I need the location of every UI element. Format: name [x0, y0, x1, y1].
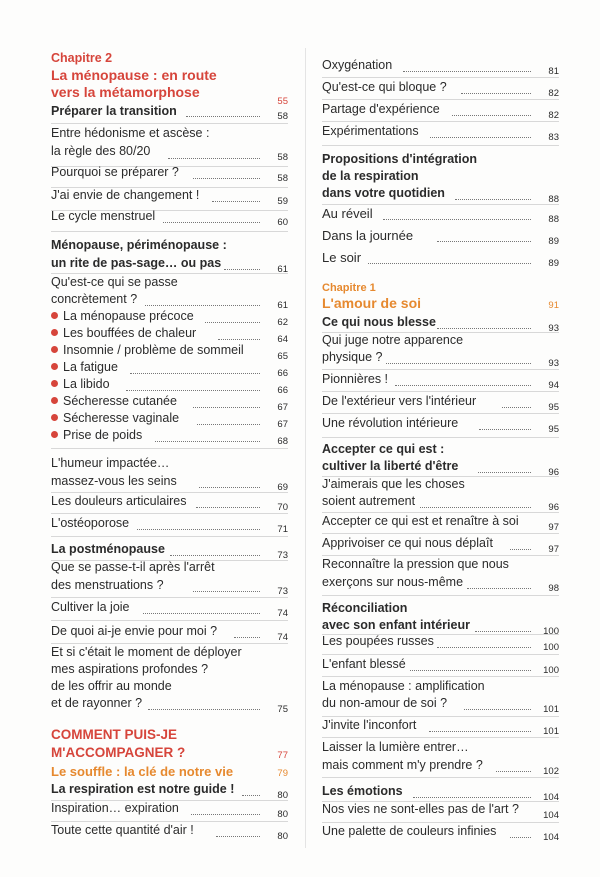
page-number: 61 — [277, 264, 288, 275]
divider — [322, 413, 559, 414]
leader-dots — [430, 137, 531, 138]
divider — [322, 391, 559, 392]
leader-dots — [420, 507, 531, 508]
toc-entry: Les poupées russes — [322, 634, 434, 648]
toc-entry: Inspiration… expiration — [51, 801, 179, 815]
divider — [322, 777, 559, 778]
list-item: La fatigue — [51, 360, 118, 375]
list-item: Les bouffées de chaleur — [51, 326, 196, 341]
bullet-dot-icon — [51, 431, 58, 438]
page-number: 88 — [548, 214, 559, 225]
section-title: de la respiration — [322, 169, 419, 183]
leader-dots — [479, 429, 531, 430]
divider — [322, 822, 559, 823]
subchapter-title: Le souffle : la clé de notre vie — [51, 764, 234, 779]
page-number: 60 — [277, 217, 288, 228]
divider — [322, 77, 559, 78]
leader-dots — [429, 731, 531, 732]
section-title: Ce qui nous blesse — [322, 315, 436, 329]
section-title: Les émotions — [322, 784, 403, 798]
bullet-dot-icon — [51, 329, 58, 336]
toc-entry: De l'extérieur vers l'intérieur — [322, 394, 477, 408]
divider — [322, 145, 559, 146]
bullet-dot-icon — [51, 414, 58, 421]
page-number: 91 — [548, 300, 559, 311]
leader-dots — [186, 116, 260, 117]
chapter-title: vers la métamorphose — [51, 84, 200, 100]
leader-dots — [126, 390, 260, 391]
list-item: Sécheresse vaginale — [51, 411, 179, 426]
divider — [51, 123, 288, 124]
toc-entry: mes aspirations profondes ? — [51, 662, 209, 676]
divider — [51, 448, 288, 449]
leader-dots — [155, 441, 260, 442]
leader-dots — [510, 837, 531, 838]
page-number: 73 — [277, 550, 288, 561]
toc-entry: Entre hédonisme et ascèse : — [51, 126, 210, 140]
page-number: 104 — [543, 810, 559, 821]
leader-dots — [191, 814, 260, 815]
toc-entry: L'ostéoporose — [51, 516, 130, 530]
bullet-dot-icon — [51, 397, 58, 404]
list-item: Sécheresse cutanée — [51, 394, 177, 409]
page-number: 71 — [277, 524, 288, 535]
toc-entry: massez-vous les seins — [51, 474, 177, 488]
toc-entry: Nos vies ne sont-elles pas de l'art ? — [322, 802, 519, 816]
part-title: COMMENT PUIS-JE — [51, 727, 178, 742]
toc-entry: Apprivoiser ce qui nous déplaît — [322, 536, 493, 550]
leader-dots — [467, 588, 531, 589]
section-title: La respiration est notre guide ! — [51, 782, 235, 796]
divider — [322, 737, 559, 738]
leader-dots — [199, 487, 260, 488]
page-number: 77 — [277, 750, 288, 761]
divider — [322, 437, 559, 438]
toc-entry: Une révolution intérieure — [322, 416, 459, 430]
divider — [322, 716, 559, 717]
leader-dots — [410, 670, 531, 671]
bullet-dot-icon — [51, 363, 58, 370]
page-number: 97 — [548, 522, 559, 533]
leader-dots — [383, 219, 531, 220]
page-number: 100 — [543, 665, 559, 676]
toc-entry: Une palette de couleurs infinies — [322, 824, 497, 838]
leader-dots — [386, 363, 531, 364]
page-number: 101 — [543, 726, 559, 737]
leader-dots — [193, 591, 260, 592]
leader-dots — [437, 328, 531, 329]
divider — [51, 597, 288, 598]
leader-dots — [137, 529, 260, 530]
section-title: avec son enfant intérieur — [322, 618, 470, 632]
divider — [322, 676, 559, 677]
page-number: 62 — [277, 317, 288, 328]
page-number: 75 — [277, 704, 288, 715]
page-number: 82 — [548, 110, 559, 121]
divider — [322, 369, 559, 370]
section-title: Réconciliation — [322, 601, 408, 615]
leader-dots — [403, 71, 531, 72]
toc-entry: Toute cette quantité d'air ! — [51, 823, 194, 837]
chapter-title: La ménopause : en route — [51, 67, 217, 83]
page-number: 80 — [277, 809, 288, 820]
leader-dots — [168, 158, 260, 159]
page-number: 55 — [277, 96, 288, 107]
toc-entry: Accepter ce qui est et renaître à soi — [322, 514, 519, 528]
divider — [322, 204, 559, 205]
page-number: 100 — [543, 642, 559, 653]
page-number: 94 — [548, 380, 559, 391]
page-number: 74 — [277, 632, 288, 643]
divider — [51, 536, 288, 537]
page-number: 80 — [277, 790, 288, 801]
leader-dots — [205, 322, 260, 323]
page-number: 101 — [543, 704, 559, 715]
toc-entry: Au réveil — [322, 206, 373, 221]
page-number: 95 — [548, 424, 559, 435]
page-number: 82 — [548, 88, 559, 99]
toc-entry: concrètement ? — [51, 292, 138, 306]
toc-entry: Pionnières ! — [322, 372, 389, 386]
bullet-dot-icon — [51, 346, 58, 353]
section-title: La postménopause — [51, 542, 165, 556]
page-number: 74 — [277, 608, 288, 619]
page-number: 67 — [277, 402, 288, 413]
page-number: 73 — [277, 586, 288, 597]
page-number: 65 — [277, 351, 288, 362]
divider — [51, 231, 288, 232]
toc-entry: Et si c'était le moment de déployer — [51, 645, 242, 659]
leader-dots — [395, 385, 531, 386]
toc-entry: Les douleurs articulaires — [51, 494, 187, 508]
page-number: 67 — [277, 419, 288, 430]
toc-entry: L'humeur impactée… — [51, 456, 170, 470]
toc-entry: mais comment m'y prendre ? — [322, 758, 483, 772]
page-number: 96 — [548, 467, 559, 478]
page-number: 88 — [548, 194, 559, 205]
page-number: 70 — [277, 502, 288, 513]
leader-dots — [413, 797, 531, 798]
bullet-dot-icon — [51, 380, 58, 387]
page-number: 81 — [548, 66, 559, 77]
leader-dots — [478, 472, 531, 473]
toc-entry: soient autrement — [322, 494, 416, 508]
section-title: cultiver la liberté d'être — [322, 459, 459, 473]
toc-entry: Dans la journée — [322, 228, 414, 243]
leader-dots — [368, 263, 531, 264]
page-number: 66 — [277, 385, 288, 396]
page-number: 89 — [548, 236, 559, 247]
toc-entry: Cultiver la joie — [51, 600, 130, 614]
page-number: 95 — [548, 402, 559, 413]
leader-dots — [496, 771, 531, 772]
page-number: 98 — [548, 583, 559, 594]
page-number: 104 — [543, 792, 559, 803]
divider — [322, 512, 559, 513]
divider — [51, 821, 288, 822]
page-number: 80 — [277, 831, 288, 842]
toc-entry: L'enfant blessé — [322, 657, 406, 671]
part-title: M'ACCOMPAGNER ? — [51, 745, 186, 760]
leader-dots — [216, 836, 260, 837]
leader-dots — [218, 339, 260, 340]
leader-dots — [502, 407, 531, 408]
page-number: 69 — [277, 482, 288, 493]
divider — [51, 273, 288, 274]
divider — [322, 654, 559, 655]
leader-dots — [163, 222, 260, 223]
section-title: Préparer la transition — [51, 104, 177, 118]
toc-entry: Le soir — [322, 250, 362, 265]
page-number: 68 — [277, 436, 288, 447]
leader-dots — [510, 549, 531, 550]
toc-entry: Reconnaître la pression que nous — [322, 557, 509, 571]
leader-dots — [197, 424, 260, 425]
leader-dots — [193, 407, 260, 408]
divider — [51, 513, 288, 514]
toc-entry: Expérimentations — [322, 124, 419, 138]
toc-entry: Laisser la lumière entrer… — [322, 740, 469, 754]
page-number: 58 — [277, 152, 288, 163]
toc-entry: la règle des 80/20 — [51, 144, 151, 158]
page-number: 100 — [543, 626, 559, 637]
toc-entry: Que se passe-t-il après l'arrêt — [51, 560, 215, 574]
leader-dots — [224, 269, 260, 270]
list-item: Prise de poids — [51, 428, 142, 443]
bullet-dot-icon — [51, 312, 58, 319]
toc-entry: de les offrir au monde — [51, 679, 172, 693]
leader-dots — [464, 709, 531, 710]
page-number: 64 — [277, 334, 288, 345]
page-number: 61 — [277, 300, 288, 311]
page-number: 83 — [548, 132, 559, 143]
page-number: 96 — [548, 502, 559, 513]
leader-dots — [193, 178, 260, 179]
divider — [51, 643, 288, 644]
list-item: Insomnie / problème de sommeil — [51, 343, 244, 358]
page-number: 58 — [277, 111, 288, 122]
leader-dots — [196, 507, 260, 508]
leader-dots — [437, 241, 531, 242]
leader-dots — [145, 305, 260, 306]
divider — [322, 121, 559, 122]
leader-dots — [143, 613, 260, 614]
leader-dots — [452, 115, 531, 116]
page-number: 58 — [277, 173, 288, 184]
section-title: un rite de pas-sage… ou pas — [51, 256, 222, 270]
list-item: La ménopause précoce — [51, 309, 194, 324]
toc-entry: Qu'est-ce qui se passe — [51, 275, 178, 289]
toc-entry: Le cycle menstruel — [51, 209, 156, 223]
toc-entry: Partage d'expérience — [322, 102, 440, 116]
toc-entry: La ménopause : amplification — [322, 679, 485, 693]
chapter-label: Chapitre 2 — [51, 51, 113, 65]
leader-dots — [455, 199, 531, 200]
divider — [51, 620, 288, 621]
leader-dots — [475, 631, 531, 632]
toc-entry: J'invite l'inconfort — [322, 718, 417, 732]
divider — [322, 555, 559, 556]
leader-dots — [437, 647, 531, 648]
page-number: 102 — [543, 766, 559, 777]
toc-entry: exerçons sur nous-même — [322, 575, 464, 589]
divider — [51, 492, 288, 493]
toc-entry: Qu'est-ce qui bloque ? — [322, 80, 447, 94]
leader-dots — [130, 373, 260, 374]
leader-dots — [234, 637, 260, 638]
divider — [322, 99, 559, 100]
toc-entry: J'aimerais que les choses — [322, 477, 465, 491]
page-number: 89 — [548, 258, 559, 269]
toc-entry: De quoi ai-je envie pour moi ? — [51, 624, 218, 638]
leader-dots — [461, 93, 531, 94]
list-item: La libido — [51, 377, 110, 392]
toc-entry: du non-amour de soi ? — [322, 696, 448, 710]
toc-entry: J'ai envie de changement ! — [51, 188, 200, 202]
leader-dots — [212, 201, 260, 202]
page-number: 79 — [277, 768, 288, 779]
toc-entry: et de rayonner ? — [51, 696, 143, 710]
leader-dots — [170, 555, 260, 556]
toc-entry: des menstruations ? — [51, 578, 164, 592]
toc-entry: Qui juge notre apparence — [322, 333, 464, 347]
section-title: Propositions d'intégration — [322, 152, 478, 166]
divider — [322, 595, 559, 596]
toc-entry: Oxygénation — [322, 58, 393, 72]
leader-dots — [148, 709, 260, 710]
chapter-label: Chapitre 1 — [322, 282, 376, 294]
section-title: Ménopause, périménopause : — [51, 238, 227, 252]
section-title: dans votre quotidien — [322, 186, 445, 200]
chapter-title: L'amour de soi — [322, 295, 422, 311]
divider — [322, 533, 559, 534]
page-number: 93 — [548, 358, 559, 369]
page-number: 93 — [548, 323, 559, 334]
column-divider — [305, 48, 306, 848]
page-number: 104 — [543, 832, 559, 843]
page-number: 59 — [277, 196, 288, 207]
toc-entry: Pourquoi se préparer ? — [51, 165, 179, 179]
page-number: 97 — [548, 544, 559, 555]
toc-entry: physique ? — [322, 350, 383, 364]
page-number: 66 — [277, 368, 288, 379]
section-title: Accepter ce qui est : — [322, 442, 445, 456]
